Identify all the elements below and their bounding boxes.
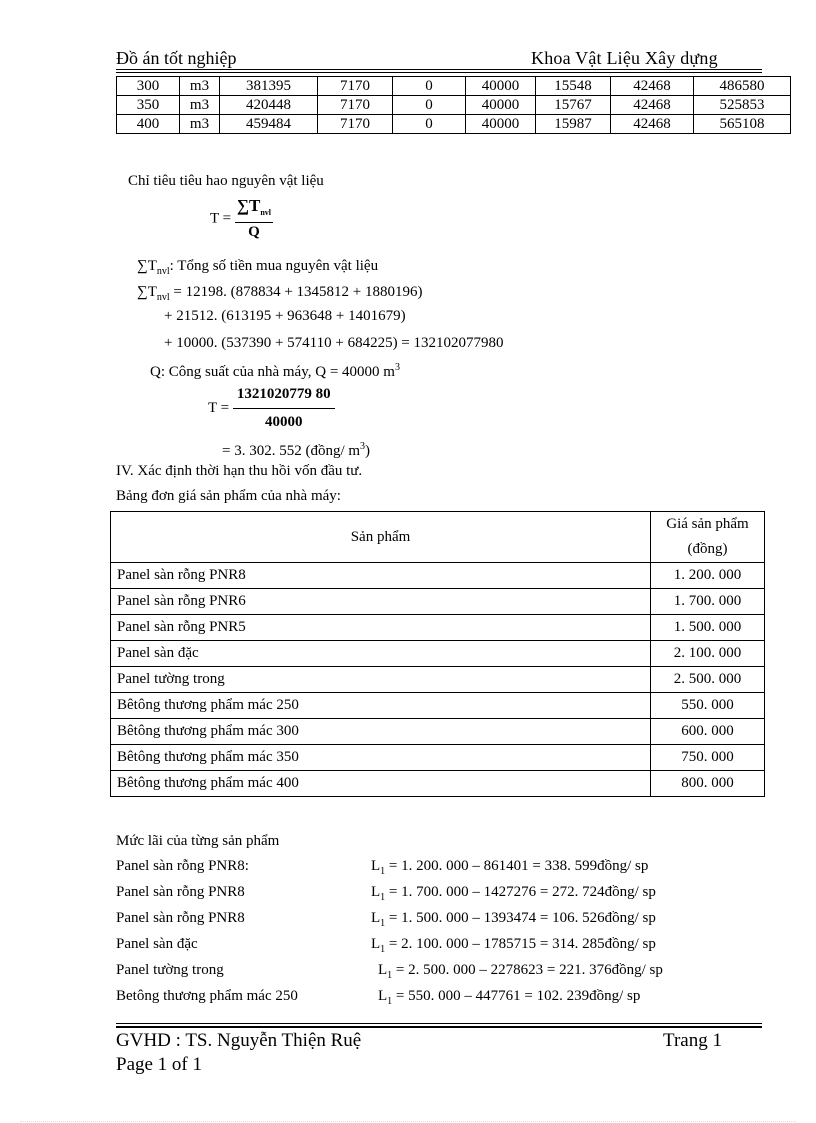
formula-t: T = $\frac{\sum T_{nvl}}{Q}$ [210, 196, 271, 240]
profit-product: Panel sàn rỗng PNR8 [116, 884, 245, 900]
table-row: Bêtông thương phẩm mác 350 750. 000 [111, 745, 765, 771]
profit-expr: $L_1 = 2$. 100. 000 – 1785715 = 314. 285đồng/ sp [371, 936, 656, 955]
result-formula: T = $\frac{1321020779 80}{40000}$ [208, 385, 335, 432]
table-row: Bêtông thương phẩm mác 400 800. 000 [111, 771, 765, 797]
capacity-line: Q: Công suất của nhà máy, Q = 40000 $m^3$ [150, 362, 400, 380]
sum-line-1: $\sum T_{nvl} = 12198$. (878834 + 1345812 + 1880196) [137, 284, 423, 303]
table-row: 400 m3 459484 7170 0 40000 15987 42468 565108 [117, 115, 791, 134]
profit-expr: $L_1 = 550$. 000 – 447761 = 102. 239đồng/ sp [378, 988, 641, 1007]
profit-product: Panel sàn đặc [116, 936, 198, 952]
table-row: Panel sàn rỗng PNR5 1. 500. 000 [111, 615, 765, 641]
table-row: 300 m3 381395 7170 0 40000 15548 42468 486580 [117, 77, 791, 96]
price-table-caption: Bảng đơn giá sản phẩm của nhà máy: [116, 488, 341, 504]
table-header-row [111, 512, 765, 563]
table-row: Panel tường trong 2. 500. 000 [111, 667, 765, 693]
material-table [116, 76, 791, 134]
page-edge [20, 1121, 796, 1122]
sum-line-3: + 10000. (537390 + 574110 + 684225) = 132102077980 [164, 335, 504, 351]
header-left: Đồ án tốt nghiệp [116, 48, 237, 68]
consumption-heading: Chỉ tiêu tiêu hao nguyên vật liệu [128, 173, 324, 189]
profit-expr: $L_1 = 1$. 500. 000 – 1393474 = 106. 526đồng/ sp [371, 910, 656, 929]
result-value: = 3. 302. 552 (đồng/ $m^3$) [222, 441, 371, 459]
table-row: 350 m3 420448 7170 0 40000 15767 42468 525853 [117, 96, 791, 115]
profit-product: Panel sàn rỗng PNR8: [116, 858, 249, 874]
footer-rule [116, 1023, 762, 1028]
profit-expr: $L_1 = 1$. 700. 000 – 1427276 = 272. 724đồng/ sp [371, 884, 656, 903]
col-product: Sản phẩm [111, 512, 651, 563]
profit-product: Panel sàn rỗng PNR8 [116, 910, 245, 926]
sum-definition: $\sum T_{nvl}$: Tổng số tiền mua nguyên vật liệu [137, 258, 379, 277]
profit-expr: $L_1 = 2$. 500. 000 – 2278623 = 221. 376đồng/ sp [378, 962, 663, 981]
profit-product: Panel tường trong [116, 962, 224, 978]
profit-product: Betông thương phẩm mác 250 [116, 988, 298, 1004]
table-row: Panel sàn rỗng PNR6 1. 700. 000 [111, 589, 765, 615]
table-row: Bêtông thương phẩm mác 250 550. 000 [111, 693, 765, 719]
sum-line-2: + 21512. (613195 + 963648 + 1401679) [164, 308, 406, 324]
table-row: Bêtông thương phẩm mác 300 600. 000 [111, 719, 765, 745]
table-row: Panel sàn đặc 2. 100. 000 [111, 641, 765, 667]
profit-heading: Mức lãi của từng sản phẩm [116, 833, 280, 849]
table-row: Panel sàn rỗng PNR8 1. 200. 000 [111, 563, 765, 589]
formula-fraction: $\frac{\sum T_{nvl}}{Q}$ [236, 196, 271, 240]
col-price: Giá sản phẩm (đồng) [651, 512, 765, 563]
header-rule [116, 69, 762, 73]
price-table [110, 511, 765, 797]
footer-supervisor: GVHD : TS. Nguyễn Thiện Ruệ [116, 1030, 362, 1051]
footer-page-label: Trang 1 [663, 1030, 722, 1051]
section-iv-title: IV. Xác định thời hạn thu hồi vốn đầu tư. [116, 463, 363, 479]
header-right: Khoa Vật Liệu Xây dựng [531, 48, 718, 68]
footer-page-of: Page 1 of 1 [116, 1054, 203, 1075]
profit-expr: $L_1 = 1$. 200. 000 – 861401 = 338. 599đồng/ sp [371, 858, 649, 877]
result-fraction: $\frac{1321020779 80}{40000}$ [233, 385, 335, 432]
